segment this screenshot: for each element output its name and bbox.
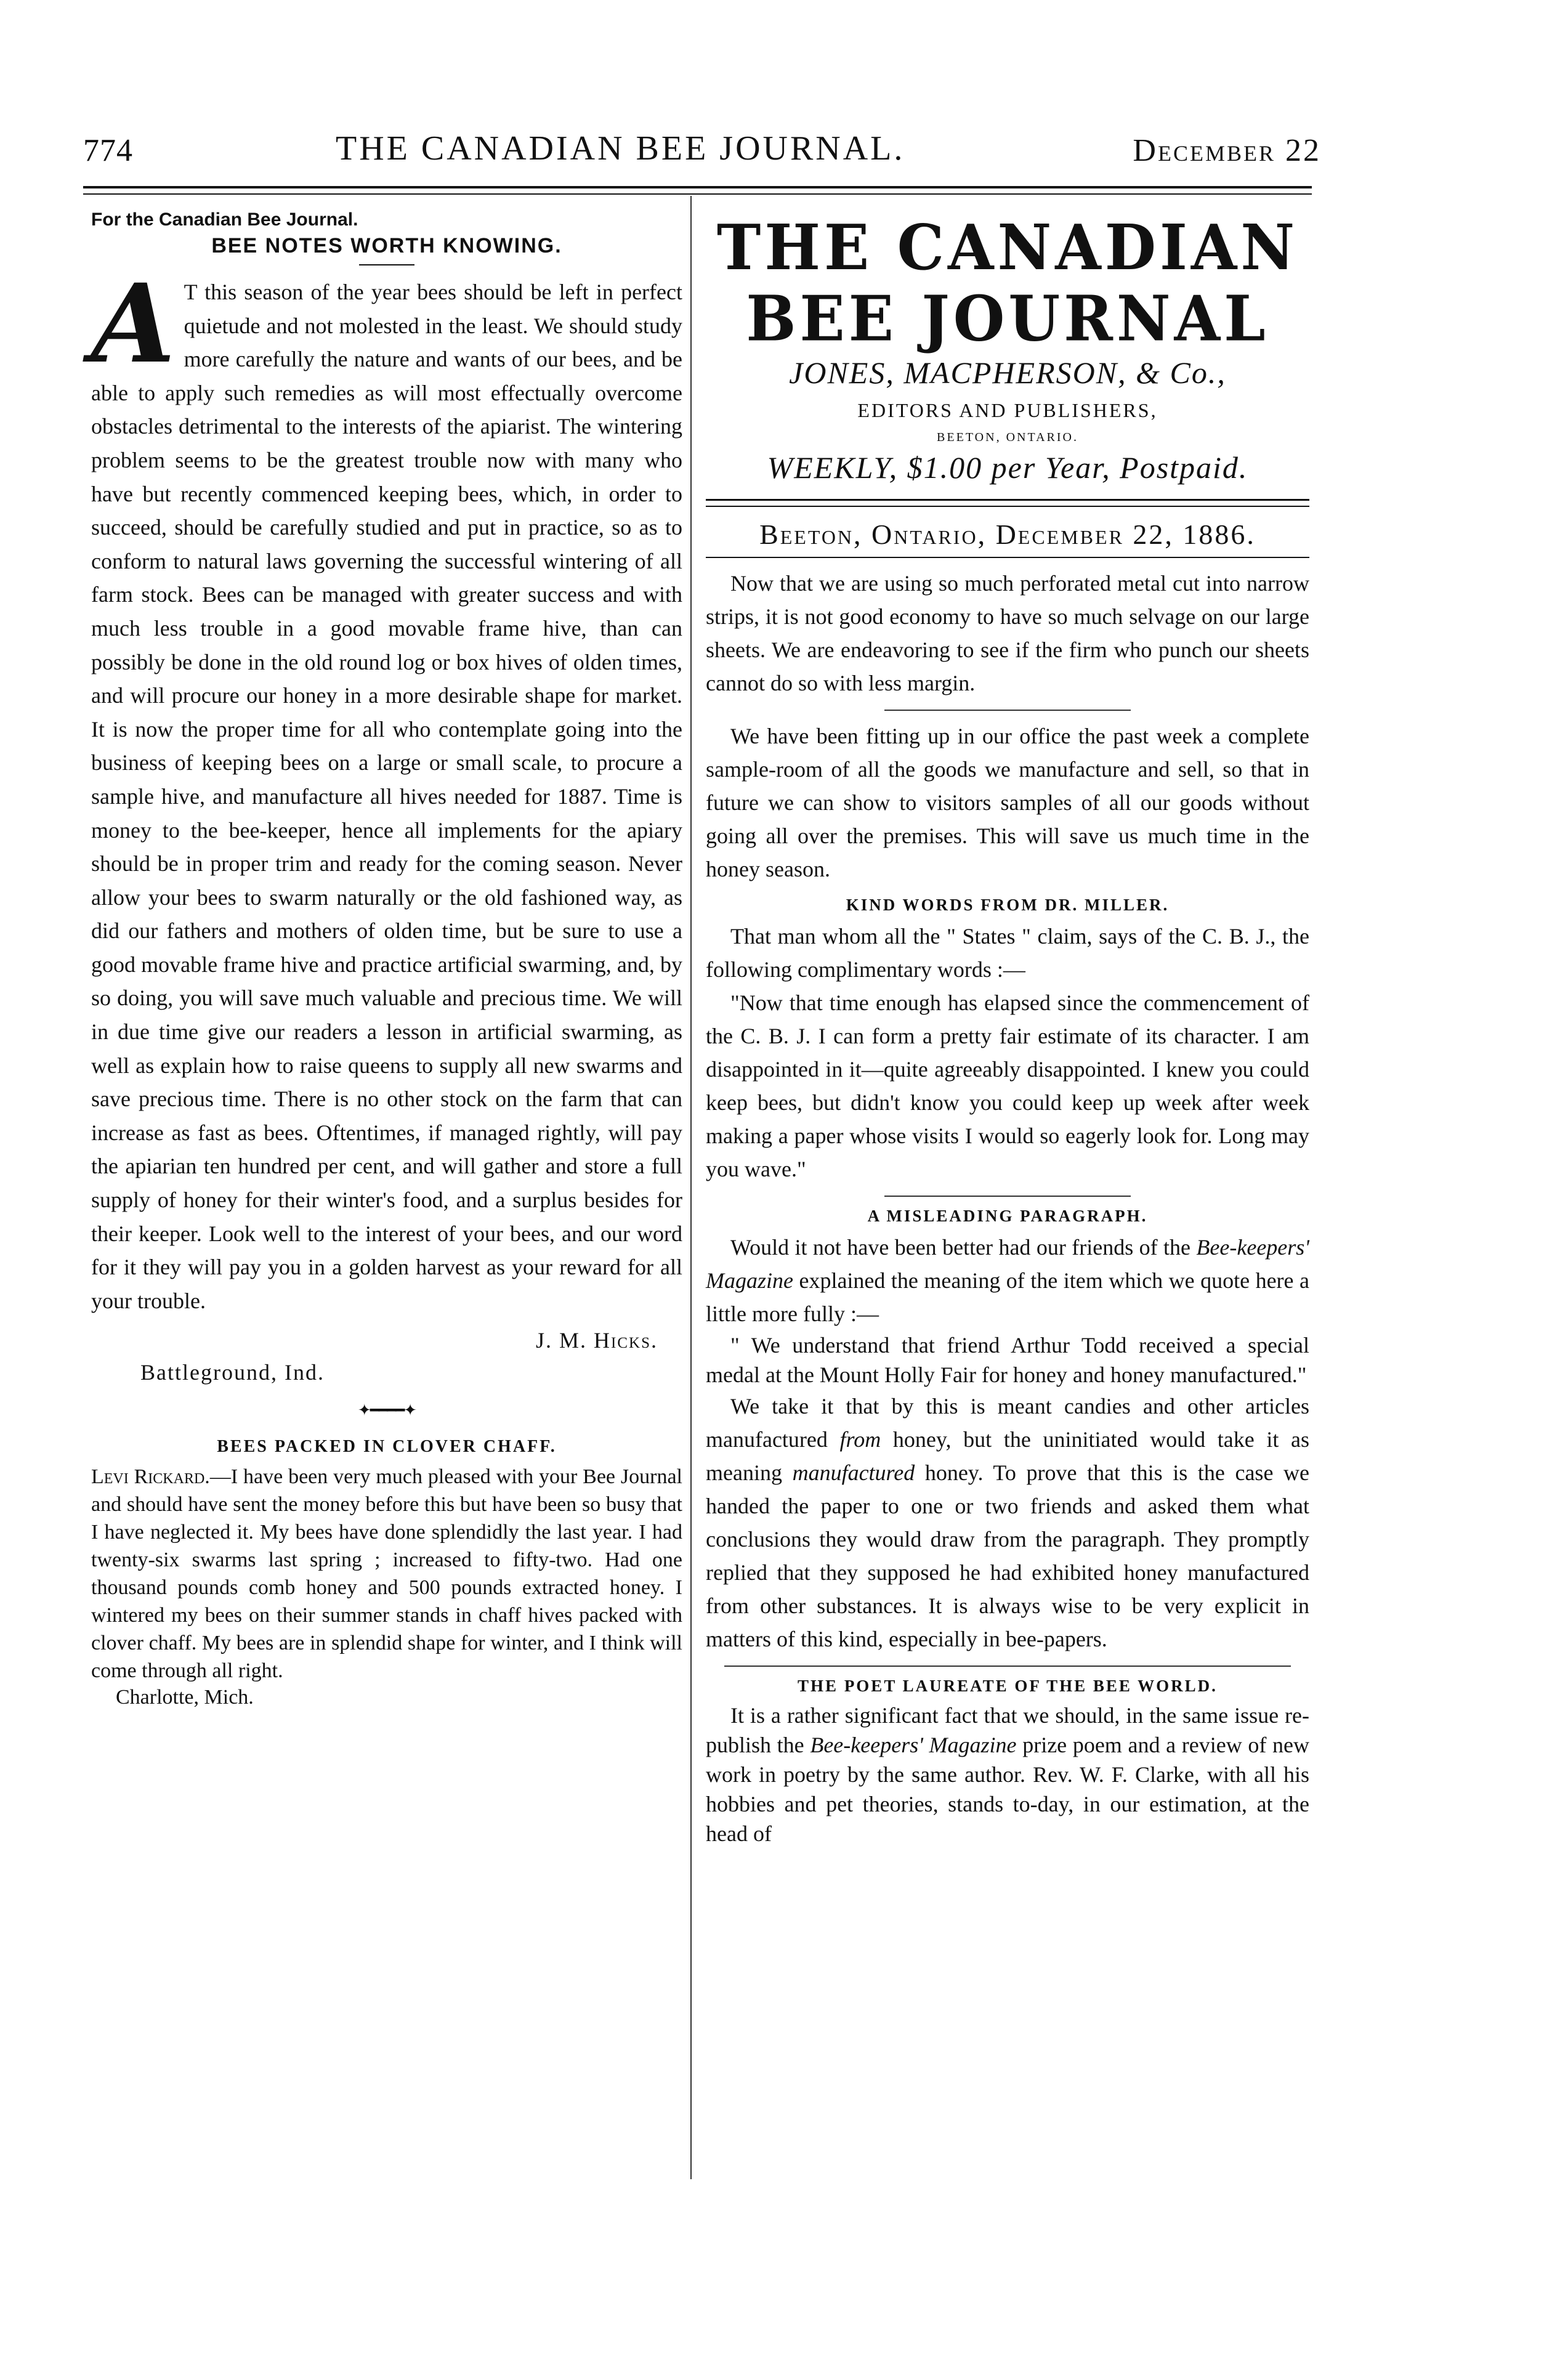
magazine-name: Bee-keepers' Magazine — [706, 1235, 1309, 1293]
dateline: Beeton, Ontario, December 22, 1886. — [759, 519, 1256, 550]
masthead-subscription: WEEKLY, $1.00 per Year, Postpaid. — [767, 450, 1248, 485]
masthead-publishers: JONES, MACPHERSON, & Co., — [789, 355, 1226, 390]
author-place: Battleground, Ind. — [140, 1360, 325, 1385]
article-body-text: T this season of the year bees should be left in perfect quietude and not molested in the least. We should study more carefully the nature and wants of our bees, and be able to apply such remedies as will most effectually overcome obstacles detrimental to the interests of the apiarist. The wintering problem seems to be the greatest trouble now with many who have but recently commenced keeping bees, which, in order to succeed, should be carefully studied and put in practice, so as to conform to natural laws governing the successful wintering of all farm stock. Bees can be managed with greater success and with much less trouble in a good movable frame hive, than can possibly be done in the old round log or box hives of olden times, and will procure our honey in a more desirable shape for market. It is now the proper time for all who contemplate going into the business of keeping bees on a large or small scale, to procure a sample hive, and manufacture all hives needed for 1887. Time is money to the bee-keeper, hence all implements for the apiary should be in proper trim and ready for the coming season. Never allow your bees to swarm naturally or the old fashioned way, as did our fathers and mothers of olden time, but be sure to use a good movable frame hive and practice artificial swarming, and, by so doing, you will save much valuable and precious time. We will in due time give our readers a lesson in artificial swarming, as well as explain how to raise queens to supply all new swarms and save precious time. There is no other stock on the farm that can increase as fast as bees. Oftentimes, if managed rightly, will pay the apiarian ten hundred per cent, and will gather and store a full supply of honey for their winter's food, and a surplus besides for their keeper. Look well to the interest of your bees, and our word for it they will pay you in a golden harvest as your reward for all your trouble. — [91, 280, 682, 1313]
header-rule-thin — [83, 193, 1312, 195]
section-title-kind-words: KIND WORDS FROM DR. MILLER. — [846, 896, 1170, 914]
article-title: BEE NOTES WORTH KNOWING. — [211, 234, 562, 257]
text-fragment: Would it not have been better had our friends of the — [730, 1235, 1197, 1260]
article-body — [91, 260, 682, 1318]
short-divider — [884, 1196, 1131, 1197]
page-number: 774 — [83, 133, 133, 168]
section-title-poet-laureate: THE POET LAUREATE OF THE BEE WORLD. — [798, 1677, 1218, 1695]
journal-title: THE CANADIAN BEE JOURNAL. — [336, 129, 905, 168]
quote-miller: "Now that time enough has elapsed since the commencement of the C. B. J. I can form a pretty fair estimate of its character. I am disappointed in it—quite agreeably disappointed. I knew you could keep bees, but didn't know you could keep up week after week making a paper whose visits I would so eagerly look for. Long may you wave." — [706, 990, 1309, 1181]
text-fragment: honey. To prove that this is the case we handed the paper to one or two friends and asked them what conclusions they would draw from the paragraph. They promptly replied that they supposed he had exhibited honey manufactured from other substances. It is always wise to be very explicit in matters of this kind, especially in bee-papers. — [706, 1460, 1310, 1651]
editorial-poet — [706, 1701, 1309, 1848]
long-divider — [724, 1666, 1291, 1667]
running-header — [83, 129, 1321, 176]
column-divider — [690, 196, 692, 2179]
issue-date: December 22 — [1133, 133, 1321, 168]
text-fragment: prize poem and a review of new work in poetry by the same author. Rev. W. F. Clarke, with all his hobbies and pet theories, stands to-day, in our estimation, at the head of — [706, 1733, 1310, 1846]
masthead-role: EDITORS AND PUBLISHERS, — [857, 399, 1158, 421]
editorial-perforated-metal: Now that we are using so much perforated metal cut into narrow strips, it is not good economy to have so much selvage on our large sheets. We are endeavoring to see if the firm who punch our sheets cannot do so with less margin. — [706, 571, 1309, 695]
short-divider — [884, 710, 1131, 711]
header-rule — [83, 186, 1312, 188]
left-column — [91, 203, 682, 1709]
text-fragment: explained the meaning of the item which we quote here a little more fully :— — [706, 1268, 1309, 1326]
section-title-misleading: A MISLEADING PARAGRAPH. — [867, 1207, 1148, 1225]
dateline-rule — [706, 557, 1309, 558]
for-journal-line: For the Canadian Bee Journal. — [91, 209, 358, 230]
magazine-name: Bee-keepers' Magazine — [810, 1733, 1017, 1757]
masthead-place: BEETON, ONTARIO. — [937, 431, 1078, 444]
letter-body — [91, 1463, 682, 1685]
masthead-rule-thin — [706, 506, 1309, 507]
emphasis: from — [839, 1427, 881, 1452]
editorial-misleading-intro — [706, 1231, 1309, 1330]
ornament-divider: ✦━━━━✦ — [357, 1401, 416, 1420]
text-fragment: We take it that by this is meant candies and other articles manufactured — [706, 1394, 1309, 1452]
editorial-sample-room: We have been fitting up in our office the past week a complete sample-room of all the goods we manufacture and sell, so that in future we can show to visitors samples of all our goods without going all over the premises. This will save us much time in the honey season. — [706, 724, 1309, 881]
text-fragment: It is a rather significant fact that we should, in the same issue re-publish the — [706, 1703, 1309, 1757]
masthead-rule — [706, 499, 1309, 501]
author-signature: J. M. Hicks. — [536, 1328, 658, 1353]
letter-body-text: —I have been very much pleased with your Bee Journal and should have sent the money before this but have been so busy that I have neglected it. My bees have done splendidly the last year. I had twenty-six swarms last spring ; increased to fifty-two. Had one thousand pounds comb honey and 500 pounds extracted honey. I wintered my bees on their summer stands in chaff hives packed with clover chaff. My bees are in splendid shape for winter, and I think will come through all right. — [91, 1465, 682, 1683]
emphasis: manufactured — [792, 1460, 915, 1485]
right-column — [706, 203, 1309, 1848]
title-rule — [359, 264, 414, 265]
masthead-title: THE CANADIAN BEE JOURNAL — [716, 211, 1299, 355]
drop-cap: A — [91, 260, 176, 387]
text-fragment: honey, but the uninitiated would take it as meaning — [706, 1427, 1309, 1485]
letter-place: Charlotte, Mich. — [116, 1686, 254, 1709]
quote-todd: " We understand that friend Arthur Todd received a special medal at the Mount Holly Fair for honey and honey manufactured." — [706, 1333, 1309, 1387]
letter-author: Levi Rickard. — [91, 1465, 210, 1489]
editorial-miller-intro: That man whom all the " States " claim, says of the C. B. J., the following complimentary words :— — [706, 924, 1309, 982]
section-title-clover-chaff: BEES PACKED IN CLOVER CHAFF. — [217, 1437, 557, 1457]
editorial-manufactured — [706, 1390, 1309, 1656]
